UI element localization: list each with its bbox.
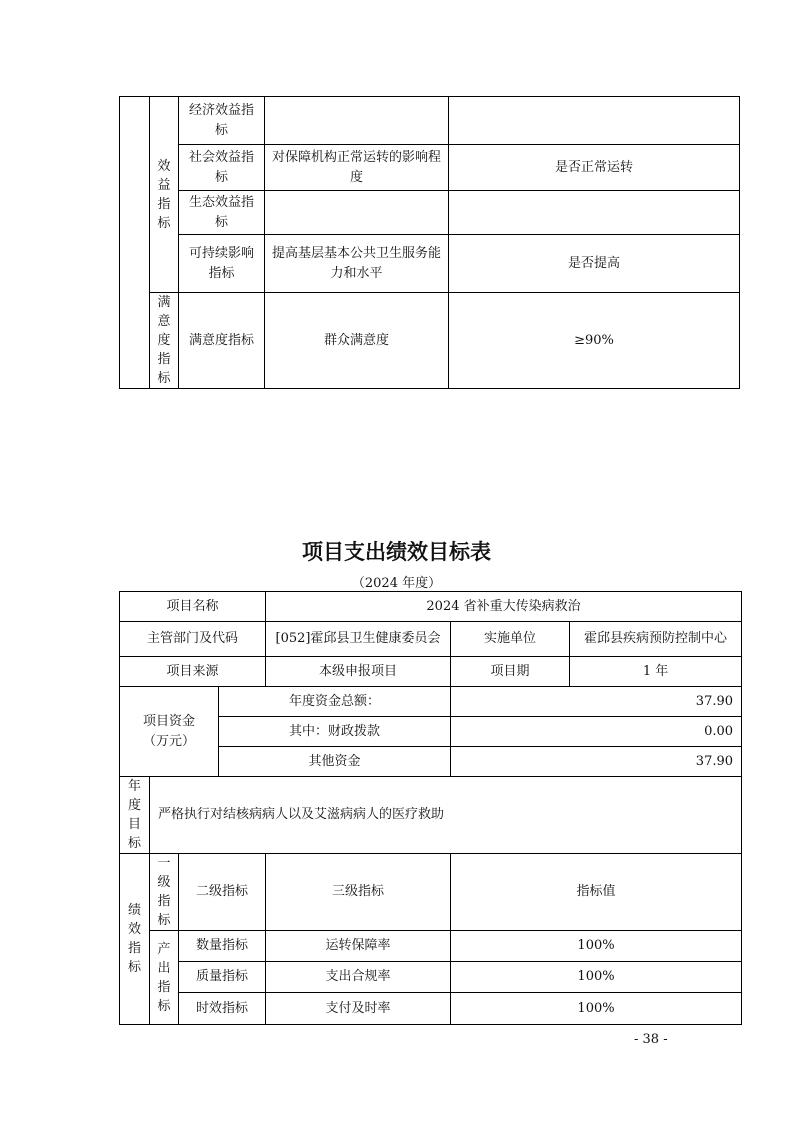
value-cell (449, 97, 740, 145)
header-value: 指标值 (451, 854, 742, 931)
page-subtitle: （2024 年度） (351, 576, 442, 591)
goal-value: 严格执行对结核病病人以及艾滋病病人的医疗救助 (150, 777, 742, 854)
l3-cell: 运转保障率 (266, 931, 451, 962)
output-label: 产出指标 (150, 931, 179, 1025)
value-cell: 100% (451, 993, 742, 1025)
header-l2: 二级指标 (179, 854, 266, 931)
fund-label: 项目资金（万元） (120, 687, 219, 777)
l2-cell: 满意度指标 (179, 293, 265, 389)
l3-cell: 对保障机构正常运转的影响程度 (265, 145, 449, 191)
impl-value: 霍邱县疾病预防控制中心 (570, 622, 742, 657)
value-cell: 是否正常运转 (449, 145, 740, 191)
blank-first-col (120, 97, 150, 389)
page-number: - 38 - (634, 1032, 668, 1047)
l2-cell: 经济效益指标 (179, 97, 265, 145)
header-l3: 三级指标 (266, 854, 451, 931)
l3-cell (265, 191, 449, 235)
dept-label: 主管部门及代码 (120, 622, 266, 657)
l2-cell: 时效指标 (179, 993, 266, 1025)
l2-cell: 可持续影响指标 (179, 235, 265, 293)
l2-cell: 社会效益指标 (179, 145, 265, 191)
dept-value: [052]霍邱县卫生健康委员会 (266, 622, 451, 657)
l2-cell: 生态效益指标 (179, 191, 265, 235)
benefit-indicator-table (119, 96, 740, 389)
satisfaction-group-label: 满意度指标 (150, 293, 179, 389)
fund-row-label: 年度资金总额： (219, 687, 451, 717)
period-value: 1 年 (570, 657, 742, 687)
header-l1: 一级指标 (150, 854, 179, 931)
performance-goal-table (119, 591, 742, 1025)
l3-cell: 支付及时率 (266, 993, 451, 1025)
goal-label: 年度目标 (120, 777, 150, 854)
l3-cell: 支出合规率 (266, 962, 451, 993)
benefit-group-label: 效益指标 (150, 97, 179, 293)
l3-cell (265, 97, 449, 145)
perf-label: 绩效指标 (120, 854, 150, 1025)
fund-row-label: 其他资金 (219, 747, 451, 777)
source-label: 项目来源 (120, 657, 266, 687)
l2-cell: 质量指标 (179, 962, 266, 993)
l3-cell: 群众满意度 (265, 293, 449, 389)
l3-cell: 提高基层基本公共卫生服务能力和水平 (265, 235, 449, 293)
period-label: 项目期 (451, 657, 570, 687)
fund-row-value: 37.90 (451, 747, 742, 777)
value-cell: 是否提高 (449, 235, 740, 293)
value-cell: 100% (451, 962, 742, 993)
source-value: 本级申报项目 (266, 657, 451, 687)
page-title: 项目支出绩效目标表 (302, 540, 491, 564)
impl-label: 实施单位 (451, 622, 570, 657)
value-cell (449, 191, 740, 235)
value-cell: 100% (451, 931, 742, 962)
fund-row-value: 0.00 (451, 717, 742, 747)
l2-cell: 数量指标 (179, 931, 266, 962)
value-cell: ≥90% (449, 293, 740, 389)
fund-row-label: 其中：财政拨款 (219, 717, 451, 747)
project-name-value: 2024 省补重大传染病救治 (266, 592, 742, 622)
fund-row-value: 37.90 (451, 687, 742, 717)
project-name-label: 项目名称 (120, 592, 266, 622)
